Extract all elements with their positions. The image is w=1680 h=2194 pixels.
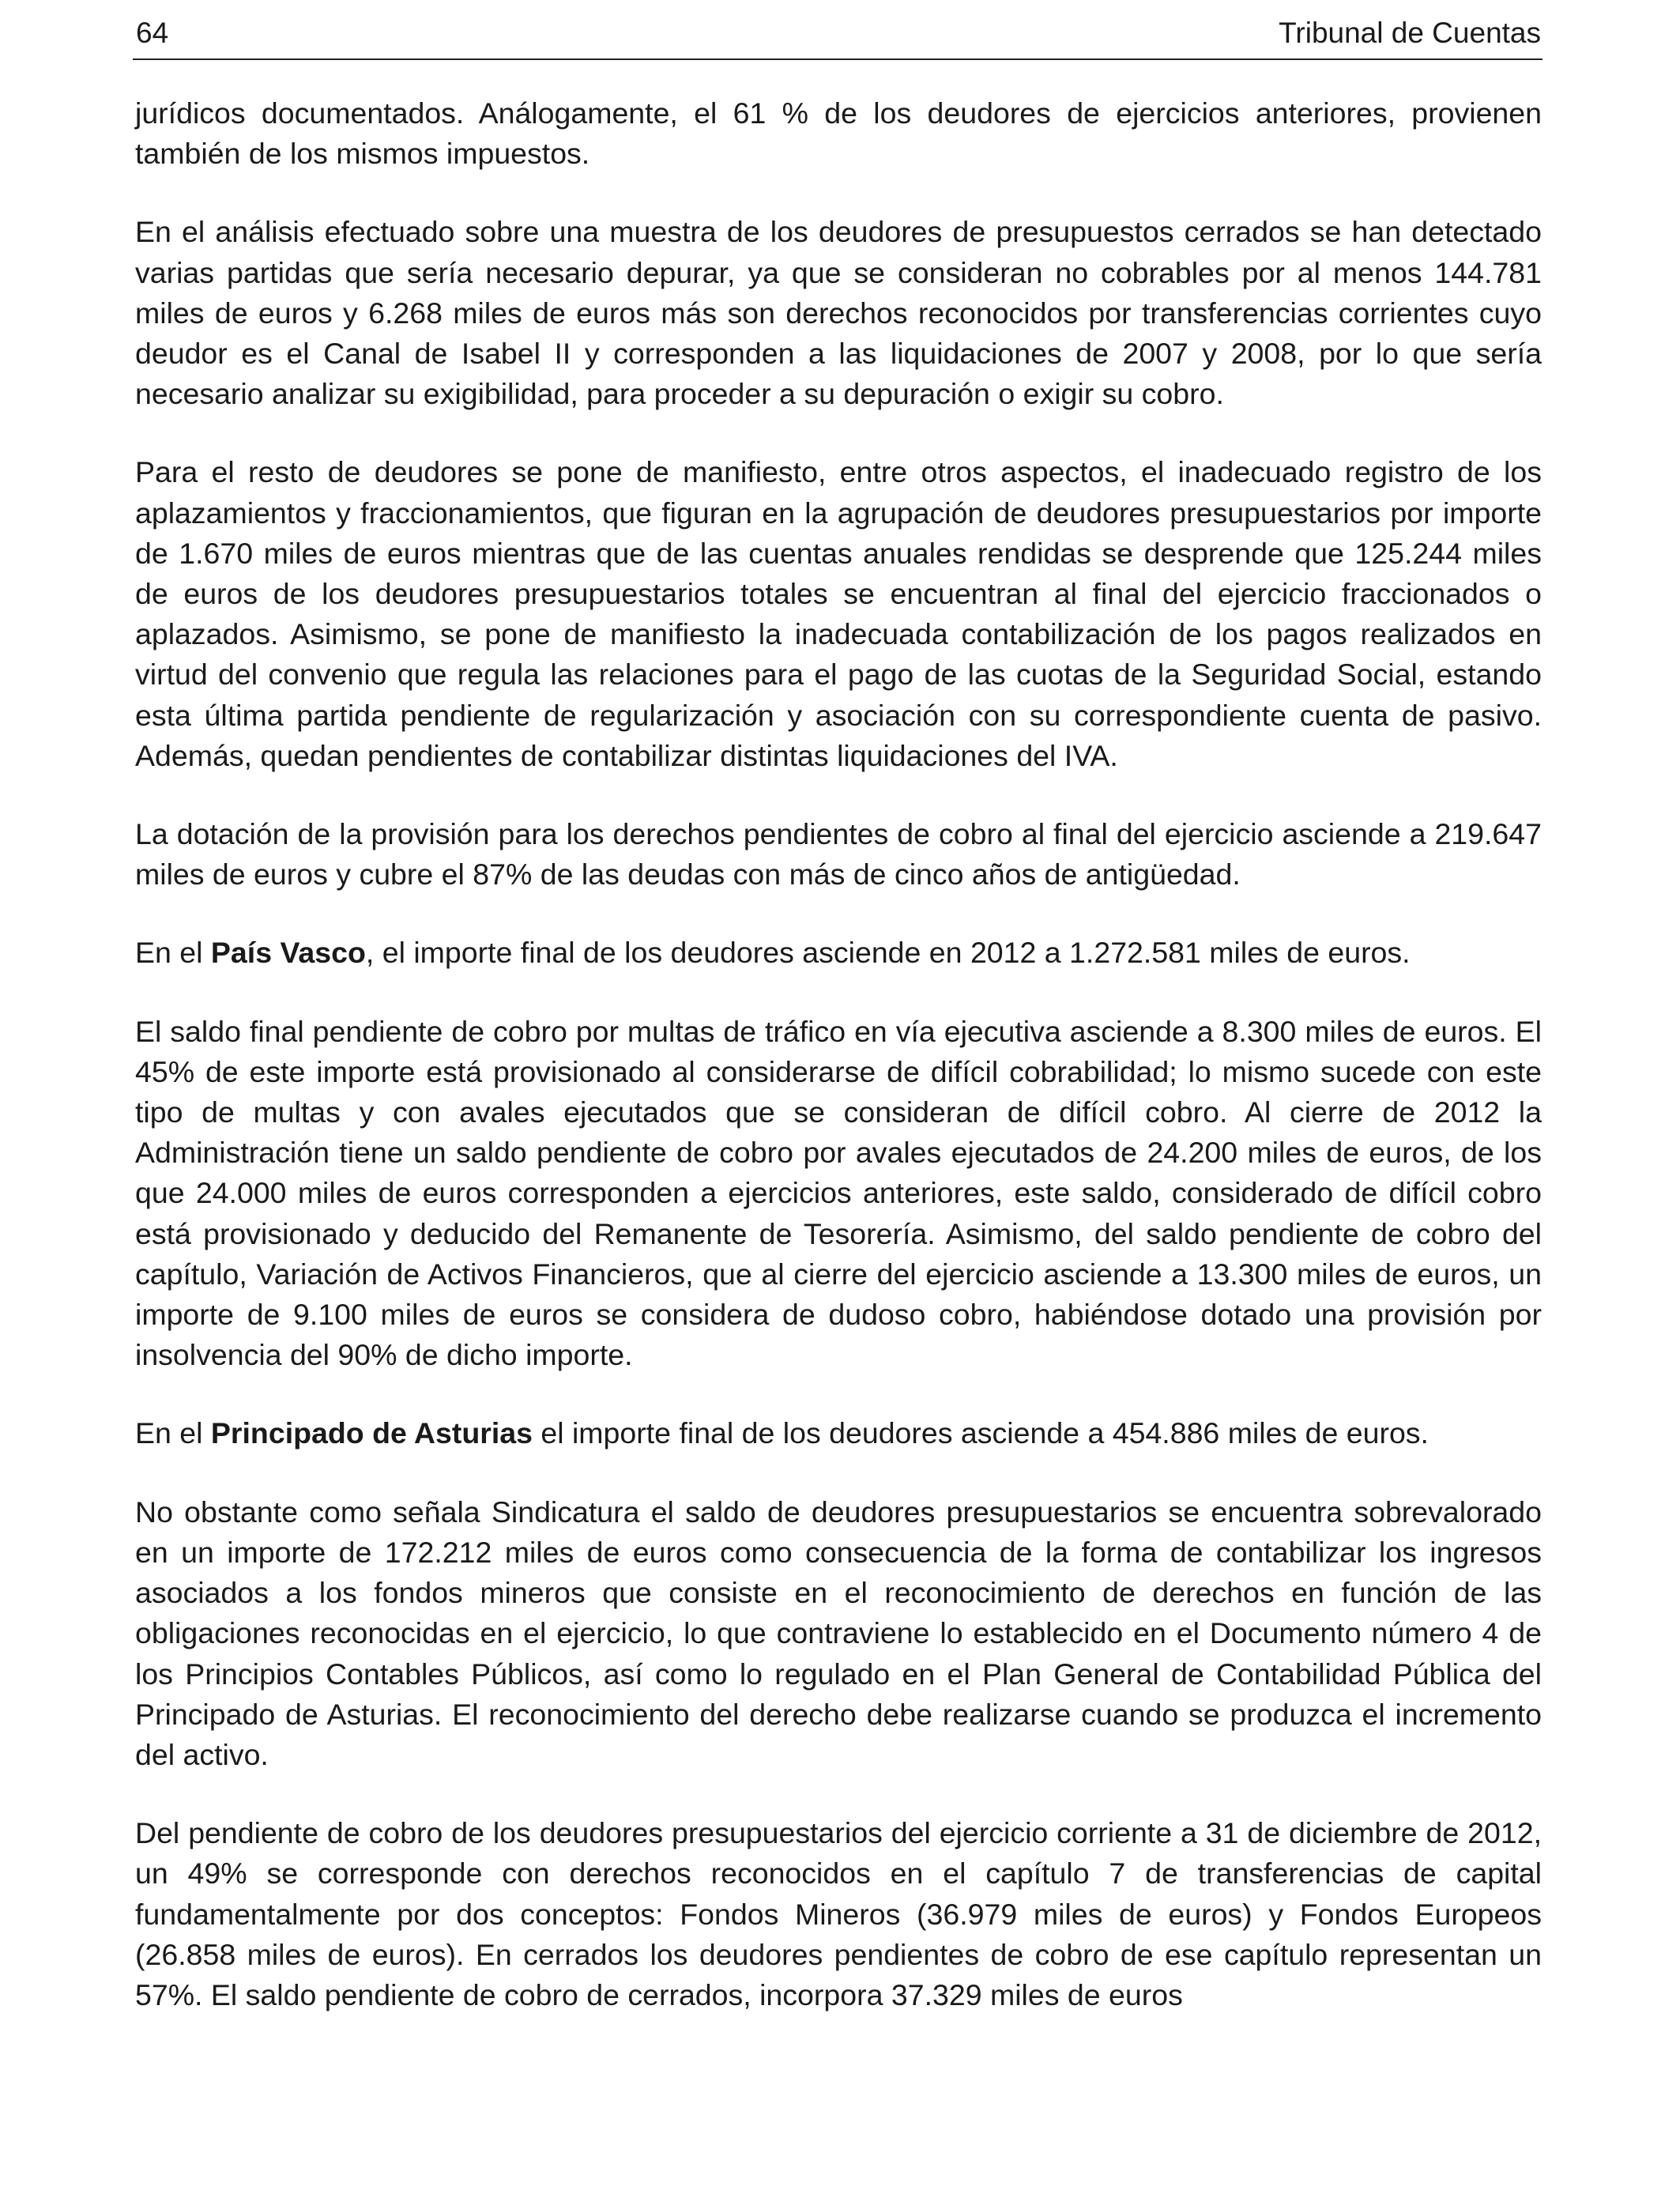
paragraph: En el análisis efectuado sobre una muestra de los deudores de presupuestos cerrados se han detectado varias partidas que sería necesario depurar, ya que se consideran no cobrables por al menos 144.781 miles de euros y 6.268 miles de euros más son derechos reconocidos por transferencias corrientes cuyo deudor es el Canal de Isabel II y corresponden a las liquidaciones de 2007 y 2008, por lo que sería necesario analizar su exigibilidad, para proceder a su depuración o exigir su cobro. [135,215,1542,411]
page-number: 64 [136,17,169,49]
paragraph-principado-asturias [135,1413,1542,1453]
paragraph-lead: En el [135,1416,211,1450]
paragraph: Del pendiente de cobro de los deudores presupuestarios del ejercicio corriente a 31 de diciembre de 2012, un 49% se corresponde con derechos reconocidos en el capítulo 7 de transferencias de capital fundamentalmente por dos conceptos: Fondos Mineros (36.979 miles de euros) y Fondos Europeos (26.858 miles de euros). En cerrados los deudores pendientes de cobro de ese capítulo representan un 57%. El saldo pendiente de cobro de cerrados, incorpora 37.329 miles de euros [135,1816,1542,2011]
paragraph: La dotación de la provisión para los derechos pendientes de cobro al final del ejercicio asciende a 219.647 miles de euros y cubre el 87% de las deudas con más de cinco años de antigüedad. [135,817,1542,892]
paragraph-rest: el importe final de los deudores asciende a 454.886 miles de euros. [532,1416,1429,1450]
page-header [133,13,1543,60]
paragraph: El saldo final pendiente de cobro por multas de tráfico en vía ejecutiva asciende a 8.300 miles de euros. El 45% de este importe está provisionado al considerarse de difícil cobrabilidad; lo mismo sucede con este tipo de multas y con avales ejecutados que se consideran de difícil cobro. Al cierre de 2012 la Administración tiene un saldo pendiente de cobro por avales ejecutados de 24.200 miles de euros, de los que 24.000 miles de euros corresponden a ejercicios anteriores, este saldo, considerado de difícil cobro está provisionado y deducido del Remanente de Tesorería. Asimismo, del saldo pendiente de cobro del capítulo, Variación de Activos Financieros, que al cierre del ejercicio asciende a 13.300 miles de euros, un importe de 9.100 miles de euros se considera de dudoso cobro, habiéndose dotado una provisión por insolvencia del 90% de dicho importe. [135,1014,1542,1372]
paragraph: Para el resto de deudores se pone de manifiesto, entre otros aspectos, el inadecuado registro de los aplazamientos y fraccionamientos, que figuran en la agrupación de deudores presupuestarios por importe de 1.670 miles de euros mientras que de las cuentas anuales rendidas se desprende que 125.244 miles de euros de los deudores presupuestarios totales se encuentran al final del ejercicio fraccionados o aplazados. Asimismo, se pone de manifiesto la inadecuada contabilización de los pagos realizados en virtud del convenio que regula las relaciones para el pago de las cuotas de la Seguridad Social, estando esta última partida pendiente de regularización y asociación con su correspondiente cuenta de pasivo. Además, quedan pendientes de contabilizar distintas liquidaciones del IVA. [135,455,1542,772]
region-name-pais-vasco: País Vasco [210,936,366,970]
paragraph-lead: En el [135,936,211,970]
paragraph-rest: , el importe final de los deudores asciende en 2012 a 1.272.581 miles de euros. [365,936,1411,970]
running-title: Tribunal de Cuentas [1279,17,1541,49]
paragraph-pais-vasco [135,933,1542,973]
region-name-principado-asturias: Principado de Asturias [210,1416,533,1450]
body-text [135,93,1542,2015]
paragraph: jurídicos documentados. Análogamente, el 61 % de los deudores de ejercicios anteriores, provienen también de los mismos impuestos. [135,96,1542,171]
paragraph: No obstante como señala Sindicatura el saldo de deudores presupuestarios se encuentra sobrevalorado en un importe de 172.212 miles de euros como consecuencia de la forma de contabilizar los ingresos asociados a los fondos mineros que consiste en el reconocimiento de derechos en función de las obligaciones reconocidas en el ejercicio, lo que contraviene lo establecido en el Documento número 4 de los Principios Contables Públicos, así como lo regulado en el Plan General de Contabilidad Pública del Principado de Asturias. El reconocimiento del derecho debe realizarse cuando se produzca el incremento del activo. [135,1495,1542,1771]
